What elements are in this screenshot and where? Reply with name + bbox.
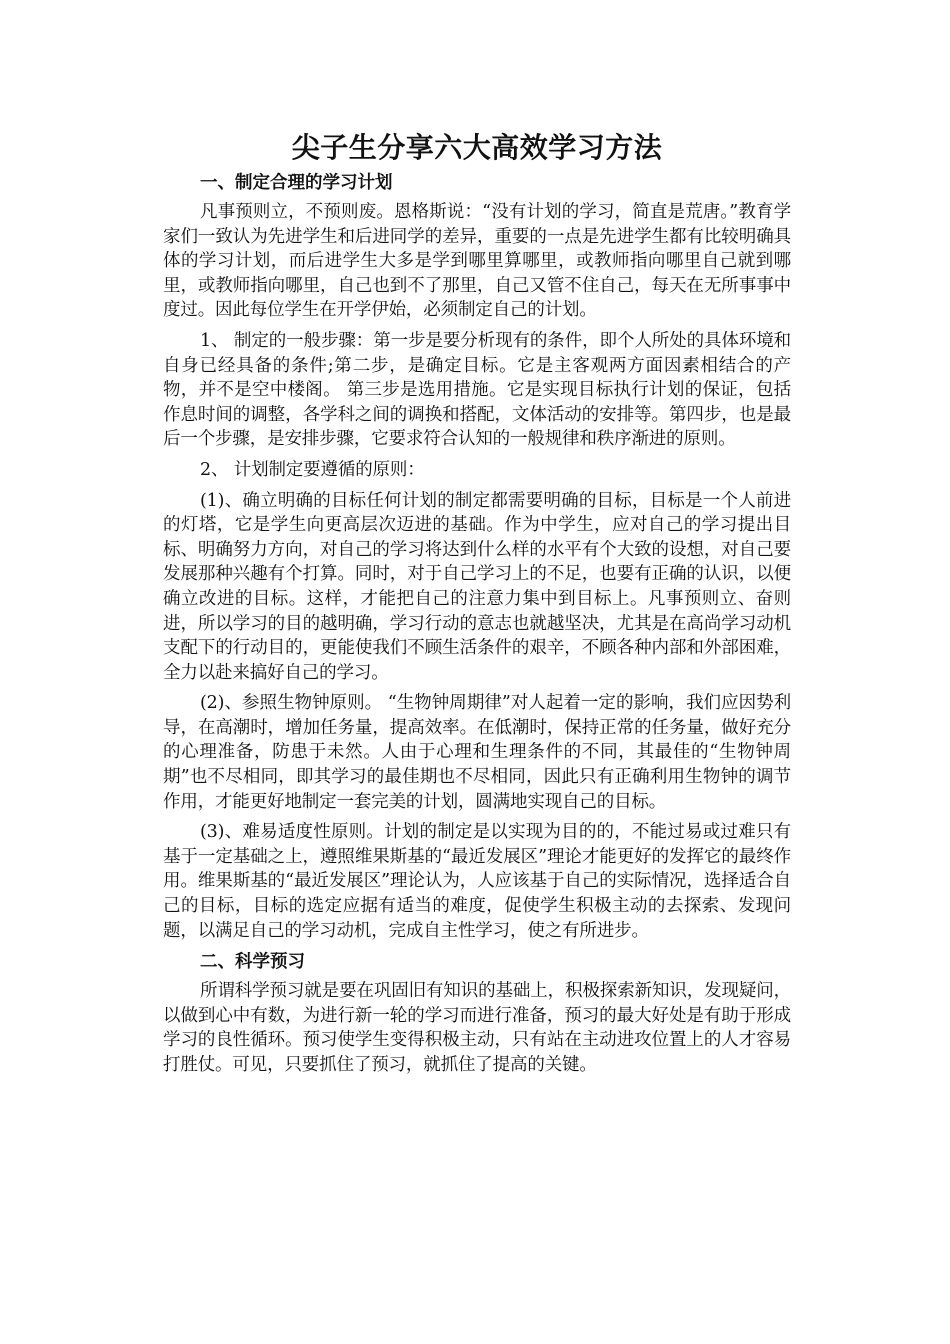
paragraph-intro: 凡事预则立，不预则废。恩格斯说：“没有计划的学习，简直是荒唐。”教育学家们一致认为先进学生和后进同学的差异，重要的一点是先进学生都有比较明确具体的学习计划，而后进学生大多是学到哪里算哪里，或教师指向哪里自己就到哪里，或教师指向哪里，自己也到不了那里，自己又管不住自己，每天在无所事事中度过。因此每位学生在开学伊始，必须制定自己的计划。 bbox=[163, 202, 791, 321]
paragraph-principle-1: (1)、确立明确的目标任何计划的制定都需要明确的目标，目标是一个人前进的灯塔，它是学生向更高层次迈进的基础。作为中学生，应对自己的学习提出目标、明确努力方向，对自己的学习将达到什么样的水平有个大致的设想，对自己要发展那种兴趣有个打算。同时，对于自己学习上的不足，也要有正确的认识，以便确立改进的目标。这样，才能把自己的注意力集中到目标上。凡事预则立、奋则进，所以学习的目的越明确，学习行动的意志也就越坚决，尤其是在高尚学习动机支配下的行动目的，更能使我们不顾生活条件的艰辛，不顾各种内部和外部困难，全力以赴来搞好自己的学习。 bbox=[163, 490, 791, 683]
document-title: 尖子生分享六大高效学习方法 bbox=[291, 131, 663, 164]
section-heading-preview: 二、科学预习 bbox=[200, 952, 305, 973]
document-page bbox=[163, 128, 791, 1084]
paragraph-principle-3: (3)、难易适度性原则。计划的制定是以实现为目的的，不能过易或过难只有基于一定基础之上，遵照维果斯基的“最近发展区”理论才能更好的发挥它的最终作用。维果斯基的“最近发展区”理论认为，人应该基于自己的实际情况，选择适合自己的目标，目标的选定应据有适当的难度，促使学生积极主动的去探索、发现问题，以满足自己的学习动机，完成自主性学习，使之有所进步。 bbox=[163, 822, 791, 941]
paragraph-preview: 所谓科学预习就是要在巩固旧有知识的基础上，积极探索新知识，发现疑问，以做到心中有数，为进行新一轮的学习而进行准备，预习的最大好处是有助于形成学习的良性循环。预习使学生变得积极主动，只有站在主动进攻位置上的人才容易打胜仗。可见，只要抓住了预习，就抓住了提高的关键。 bbox=[163, 981, 791, 1075]
section-heading-study-plan: 一、制定合理的学习计划 bbox=[200, 173, 393, 193]
paragraph-steps: 1、 制定的一般步骤：第一步是要分析现有的条件，即个人所处的具体环境和自身已经具备的条件;第二步，是确定目标。它是主客观两方面因素相结合的产物，并不是空中楼阁。 第三步是选用措施。它是实现目标执行计划的保证，包括作息时间的调整，各学科之间的调换和搭配，文体活动的安排等。第四步，也是最后一个步骤，是安排步骤，它要求符合认知的一般规律和秩序渐进的原则。 bbox=[163, 330, 791, 450]
paragraph-principle-2: (2)、参照生物钟原则。 “生物钟周期律”对人起着一定的影响，我们应因势利导，在高潮时，增加任务量，提高效率。在低潮时，保持正常的任务量，做好充分的心理准备，防患于未然。人由于心理和生理条件的不同，其最佳的“生物钟周期”也不尽相同，即其学习的最佳期也不尽相同，因此只有正确利用生物钟的调节作用，才能更好地制定一套完美的计划，圆满地实现自己的目标。 bbox=[163, 693, 791, 812]
paragraph-principles-heading: 2、 计划制定要遵循的原则： bbox=[200, 459, 425, 480]
